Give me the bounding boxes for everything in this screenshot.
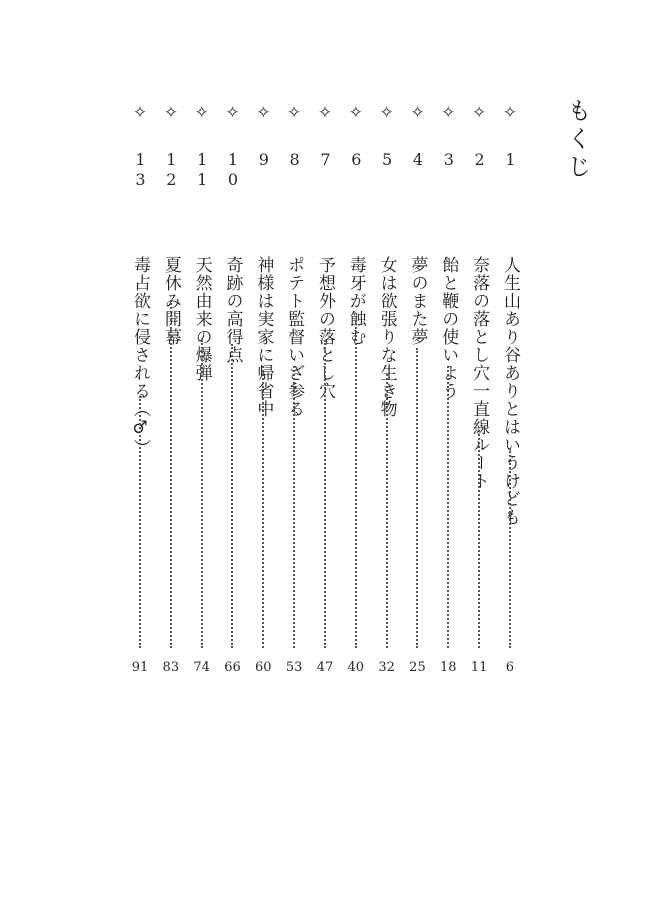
chapter-number: 4 bbox=[408, 150, 428, 170]
chapter-title: 人生山あり谷ありとはいうけども bbox=[499, 256, 520, 526]
page-number: 6 bbox=[505, 660, 515, 675]
chapter-title: 夏休み開幕 bbox=[160, 256, 181, 346]
sparkle-icon: ✧ bbox=[225, 103, 240, 123]
page-number: 74 bbox=[193, 660, 210, 675]
chapter-title: 神様は実家に帰省中 bbox=[253, 256, 274, 418]
page-number: 91 bbox=[131, 660, 149, 675]
sparkle-icon: ✧ bbox=[317, 103, 333, 123]
page-number: 32 bbox=[378, 660, 395, 675]
toc-entry[interactable] bbox=[187, 100, 217, 680]
chapter-title: ポテト監督いざ参る bbox=[284, 256, 305, 418]
chapter-number: 11 bbox=[192, 150, 212, 190]
chapter-title: 奈落の落とし穴一直線ルート bbox=[469, 256, 490, 490]
toc-entry[interactable] bbox=[125, 100, 155, 680]
dot-leader bbox=[416, 348, 418, 648]
toc-entry[interactable] bbox=[217, 100, 247, 680]
dot-leader bbox=[231, 344, 233, 648]
page-number: 83 bbox=[162, 660, 180, 675]
chapter-number: 3 bbox=[439, 150, 459, 170]
chapter-number: 5 bbox=[377, 150, 397, 170]
chapter-number: 13 bbox=[131, 150, 150, 190]
page-number: 40 bbox=[347, 660, 365, 675]
page-number: 11 bbox=[470, 660, 488, 675]
dot-leader bbox=[201, 340, 203, 648]
page-number: 18 bbox=[440, 660, 457, 675]
toc-list bbox=[125, 100, 525, 680]
toc-entry[interactable] bbox=[495, 100, 525, 680]
chapter-number: 7 bbox=[315, 150, 335, 170]
toc-entry[interactable] bbox=[341, 100, 371, 680]
dot-leader bbox=[293, 366, 295, 648]
chapter-number: 6 bbox=[346, 150, 366, 170]
dot-leader bbox=[478, 430, 480, 648]
dot-leader bbox=[355, 320, 357, 648]
sparkle-icon: ✧ bbox=[287, 103, 302, 123]
toc-entry[interactable] bbox=[433, 100, 463, 680]
page-number: 66 bbox=[224, 660, 241, 675]
sparkle-icon: ✧ bbox=[471, 103, 487, 123]
dot-leader bbox=[139, 396, 141, 648]
sparkle-icon: ✧ bbox=[194, 103, 209, 123]
toc-entry[interactable] bbox=[279, 100, 309, 680]
chapter-number: 1 bbox=[500, 150, 520, 170]
dot-leader bbox=[386, 374, 388, 648]
page-number: 60 bbox=[255, 660, 272, 675]
sparkle-icon: ✧ bbox=[441, 103, 456, 123]
dot-leader bbox=[509, 448, 511, 648]
page-number: 47 bbox=[316, 660, 334, 675]
chapter-title: 毒占欲に侵される（♂） bbox=[130, 256, 150, 457]
toc-entry[interactable] bbox=[156, 100, 186, 680]
sparkle-icon: ✧ bbox=[410, 103, 425, 123]
chapter-number: 9 bbox=[254, 150, 274, 170]
chapter-title: 女は欲張りな生き物 bbox=[376, 256, 397, 418]
chapter-title: 飴と鞭の使いよう bbox=[438, 256, 459, 400]
page-number: 53 bbox=[285, 660, 303, 675]
chapter-title: 予想外の落とし穴 bbox=[314, 256, 335, 400]
dot-leader bbox=[170, 300, 172, 648]
dot-leader bbox=[324, 340, 326, 648]
dot-leader bbox=[262, 366, 264, 648]
sparkle-icon: ✧ bbox=[256, 103, 271, 123]
sparkle-icon: ✧ bbox=[163, 103, 178, 123]
chapter-number: 10 bbox=[223, 150, 243, 190]
toc-entry[interactable] bbox=[464, 100, 494, 680]
sparkle-icon: ✧ bbox=[502, 103, 518, 123]
chapter-number: 2 bbox=[470, 150, 490, 170]
toc-entry[interactable] bbox=[402, 100, 432, 680]
chapter-title: 天然由来の爆弾 bbox=[191, 256, 212, 382]
toc-entry[interactable] bbox=[372, 100, 402, 680]
sparkle-icon: ✧ bbox=[379, 103, 394, 123]
dot-leader bbox=[447, 366, 449, 648]
sparkle-icon: ✧ bbox=[348, 103, 363, 123]
chapter-number: 8 bbox=[285, 150, 305, 170]
toc-heading: もくじ bbox=[563, 98, 591, 182]
chapter-number: 12 bbox=[161, 150, 181, 190]
toc-entry[interactable] bbox=[310, 100, 340, 680]
toc-entry[interactable] bbox=[248, 100, 278, 680]
chapter-title: 毒牙が蝕む bbox=[345, 256, 366, 346]
sparkle-icon: ✧ bbox=[132, 103, 148, 123]
page-number: 25 bbox=[409, 660, 426, 675]
chapter-title: 夢のまた夢 bbox=[407, 256, 428, 346]
chapter-title: 奇跡の高得点 bbox=[222, 256, 243, 364]
